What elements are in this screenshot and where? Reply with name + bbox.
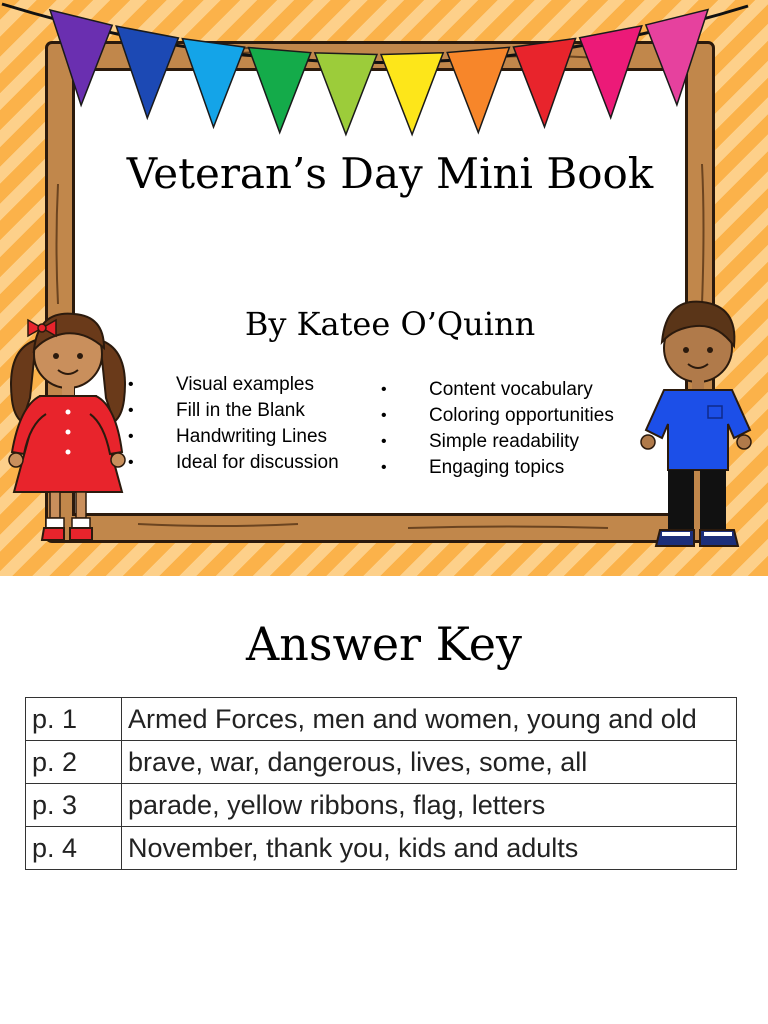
answer-key-table — [25, 697, 737, 870]
table-row — [26, 784, 737, 827]
bunting-flag — [249, 48, 311, 133]
feature-item: • Visual examples — [128, 372, 339, 398]
feature-item: • Content vocabulary — [381, 377, 614, 403]
page-number-cell: p. 4 — [26, 827, 122, 870]
feature-list-left — [128, 372, 339, 476]
boy-in-blue-shirt-illustration — [640, 296, 752, 558]
bunting-flag — [50, 10, 112, 105]
bullet: • — [381, 407, 387, 424]
feature-list-right — [381, 377, 614, 481]
page-number-cell: p. 1 — [26, 698, 122, 741]
table-row — [26, 741, 737, 784]
answer-cell: parade, yellow ribbons, flag, letters — [122, 784, 737, 827]
bunting-flag — [116, 26, 178, 118]
book-title: Veteran’s Day Mini Book — [126, 149, 654, 198]
feature-item: • Simple readability — [381, 429, 614, 455]
bullet: • — [128, 376, 134, 393]
book-author: By Katee O’Quinn — [244, 305, 536, 343]
bullet: • — [381, 433, 387, 450]
bunting-flag — [315, 53, 377, 135]
bullet: • — [381, 381, 387, 398]
bullet: • — [128, 402, 134, 419]
table-row — [26, 827, 737, 870]
answer-cell: Armed Forces, men and women, young and old — [122, 698, 737, 741]
page-number-cell: p. 3 — [26, 784, 122, 827]
bunting-flag — [182, 39, 244, 127]
page-number-cell: p. 2 — [26, 741, 122, 784]
feature-item: • Fill in the Blank — [128, 398, 339, 424]
feature-item: • Coloring opportunities — [381, 403, 614, 429]
feature-item: • Handwriting Lines — [128, 424, 339, 450]
bullet: • — [128, 428, 134, 445]
table-row — [26, 698, 737, 741]
feature-item: • Ideal for discussion — [128, 450, 339, 476]
answer-key-title: Answer Key — [246, 617, 522, 671]
bunting-flag — [447, 47, 509, 132]
bullet: • — [128, 454, 134, 471]
bunting-flag — [580, 26, 642, 118]
bullet: • — [381, 459, 387, 476]
answer-cell: November, thank you, kids and adults — [122, 827, 737, 870]
bunting-flag — [513, 38, 575, 127]
answer-cell: brave, war, dangerous, lives, some, all — [122, 741, 737, 784]
rainbow-bunting-banner — [0, 0, 768, 160]
bunting-flag — [646, 10, 708, 105]
feature-item: • Engaging topics — [381, 455, 614, 481]
bunting-flag — [381, 53, 443, 135]
girl-in-red-dress-illustration — [6, 300, 130, 548]
